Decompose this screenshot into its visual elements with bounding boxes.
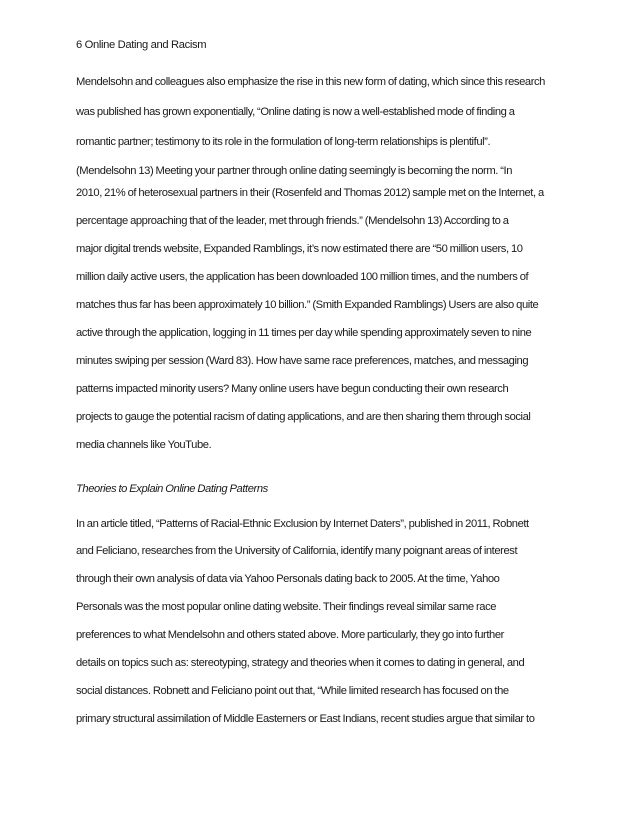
section-heading: Theories to Explain Online Dating Patterns: [76, 483, 268, 495]
body-line: active through the application, logging in 11 times per day while spending approximately seven to nine: [76, 327, 532, 339]
body-line: matches thus far has been approximately 10 billion.” (Smith Expanded Ramblings) Users are also quite: [76, 299, 539, 311]
body-line: major digital trends website, Expanded Ramblings, it’s now estimated there are “50 million users, 10: [76, 243, 523, 255]
body-line: through their own analysis of data via Yahoo Personals dating back to 2005. At the time, Yahoo: [76, 573, 500, 585]
running-head: 6 Online Dating and Racism: [76, 39, 207, 51]
body-line: 2010, 21% of heterosexual partners in their (Rosenfeld and Thomas 2012) sample met on the Internet, a: [76, 187, 544, 199]
body-line: and Feliciano, researches from the University of California, identify many poignant areas of interest: [76, 545, 518, 557]
body-line: patterns impacted minority users? Many online users have begun conducting their own research: [76, 383, 509, 395]
body-line: was published has grown exponentially, “Online dating is now a well-established mode of finding a: [76, 106, 515, 118]
body-line: preferences to what Mendelsohn and others stated above. More particularly, they go into further: [76, 629, 504, 641]
body-line: romantic partner; testimony to its role in the formulation of long-term relationships is plentiful”.: [76, 136, 491, 148]
body-line: million daily active users, the application has been downloaded 100 million times, and the numbers of: [76, 271, 529, 283]
body-line: (Mendelsohn 13) Meeting your partner through online dating seemingly is becoming the norm. “In: [76, 165, 513, 177]
body-line: primary structural assimilation of Middle Easterners or East Indians, recent studies argue that similar to: [76, 713, 535, 725]
body-line: Personals was the most popular online dating website. Their findings reveal similar same race: [76, 601, 497, 613]
body-line: projects to gauge the potential racism of dating applications, and are then sharing them through social: [76, 411, 531, 423]
body-line: social distances. Robnett and Feliciano point out that, “While limited research has focused on the: [76, 685, 509, 697]
body-line: In an article titled, “Patterns of Racial-Ethnic Exclusion by Internet Daters”, published in 2011, Robnett: [76, 518, 529, 530]
body-line: percentage approaching that of the leader, met through friends.” (Mendelsohn 13) According to a: [76, 215, 509, 227]
body-line: minutes swiping per session (Ward 83). How have same race preferences, matches, and messaging: [76, 355, 529, 367]
body-line: Mendelsohn and colleagues also emphasize the rise in this new form of dating, which since this research: [76, 76, 545, 88]
body-line: media channels like YouTube.: [76, 439, 212, 451]
body-line: details on topics such as: stereotyping, strategy and theories when it comes to dating in general, and: [76, 657, 525, 669]
